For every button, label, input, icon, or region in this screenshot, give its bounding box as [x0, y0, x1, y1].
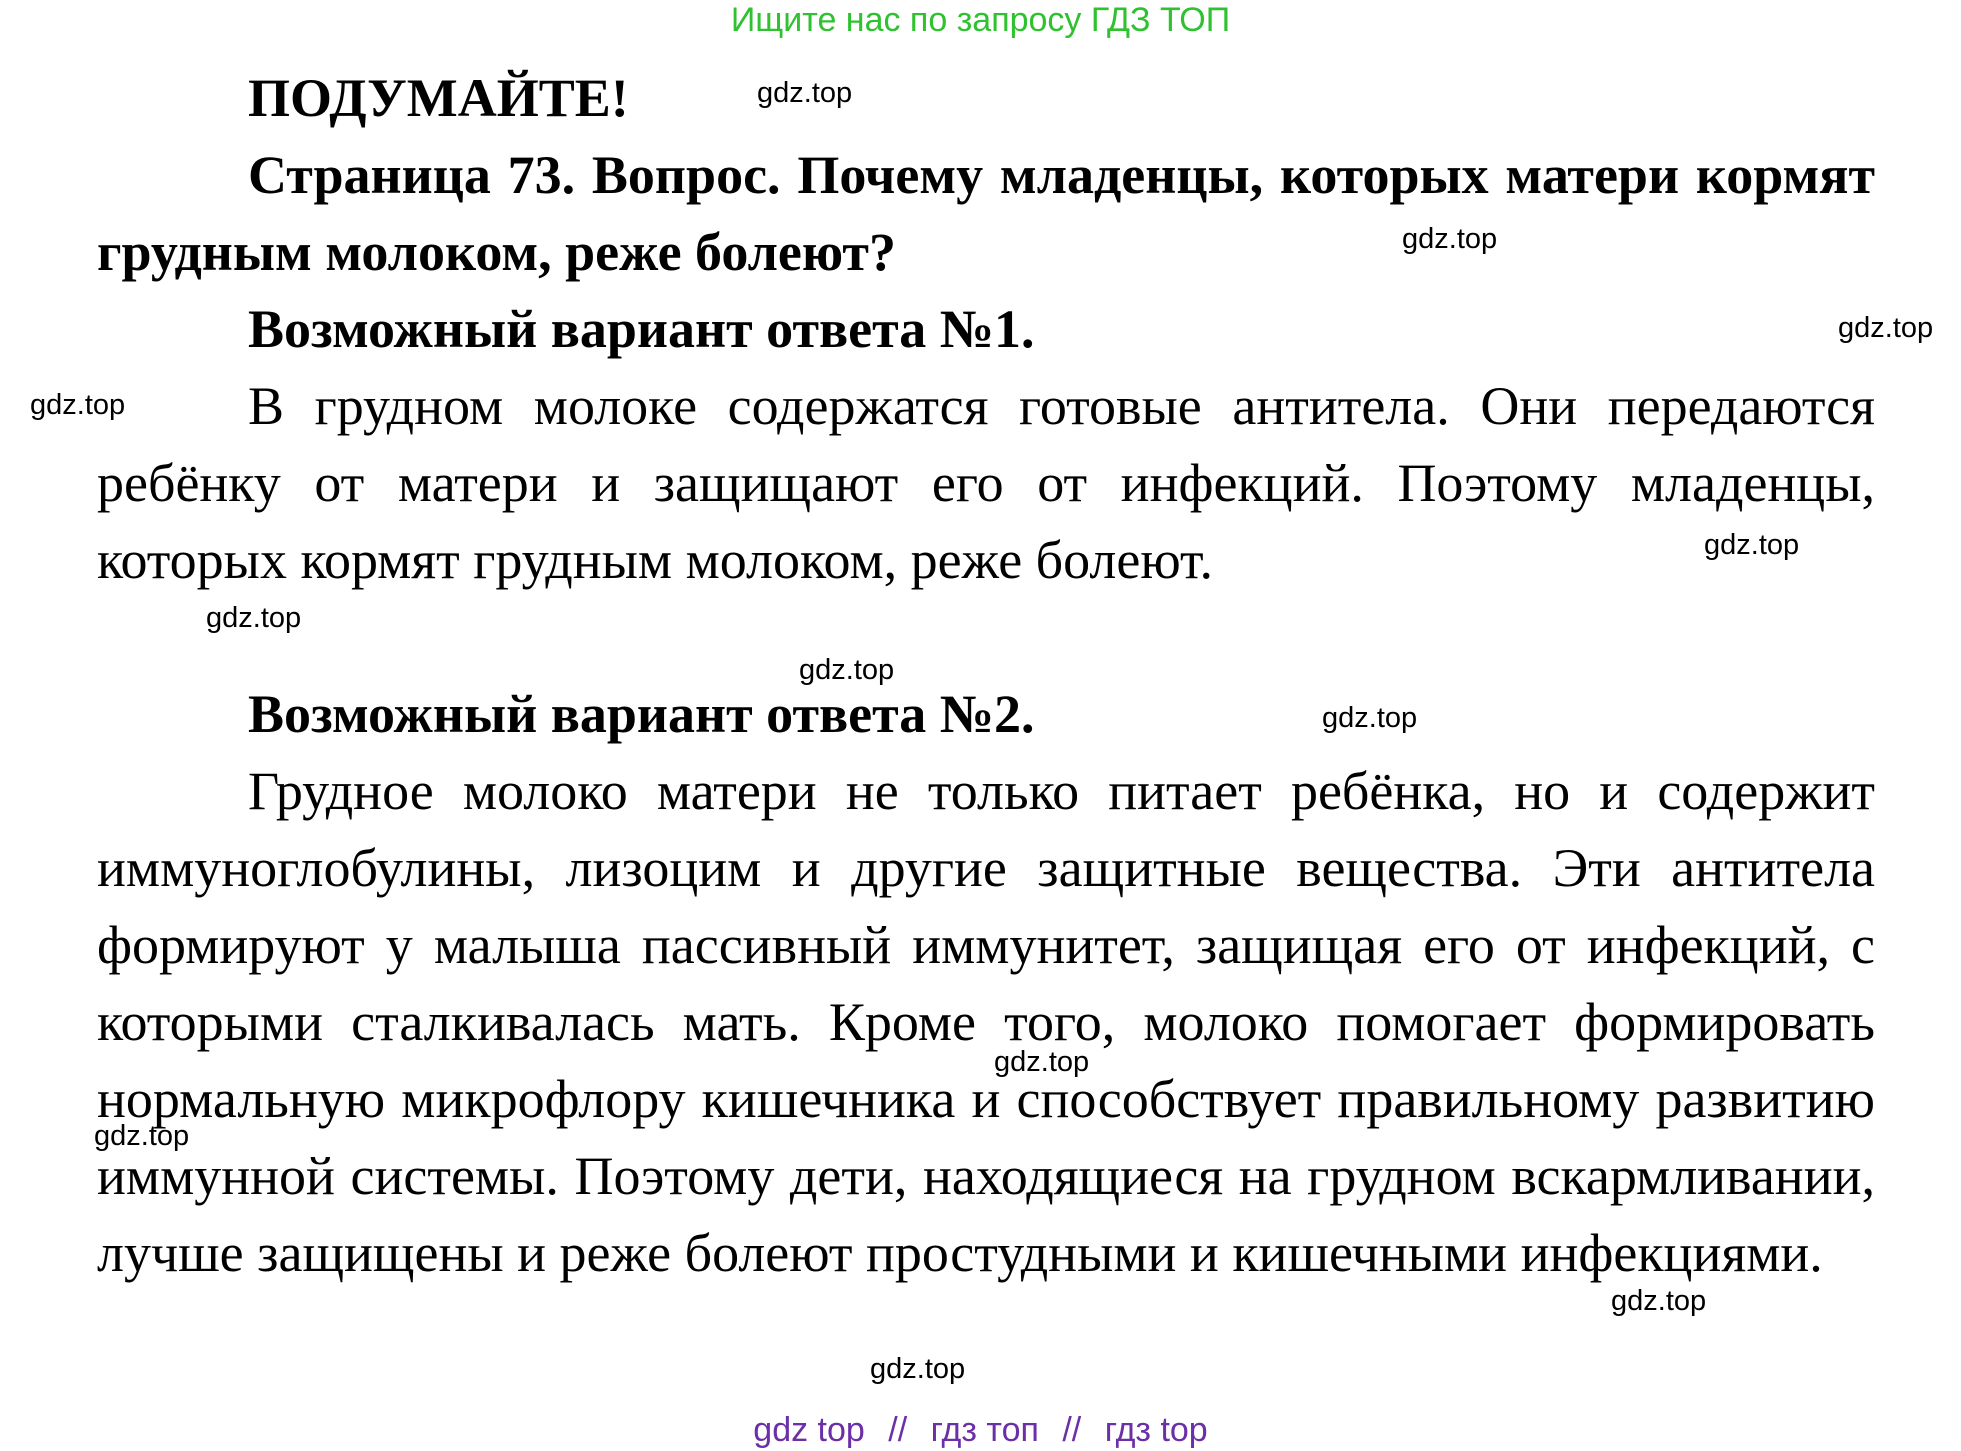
question-text: Страница 73. Вопрос. Почему младенцы, которых матери кормят грудным молоком, реже болеют? — [97, 145, 1875, 282]
watermark: gdz.top — [1611, 1285, 1707, 1317]
footer-links — [0, 1410, 1961, 1450]
footer-link[interactable]: гдз топ — [930, 1411, 1039, 1449]
watermark: gdz.top — [1402, 223, 1498, 255]
watermark: gdz.top — [206, 602, 302, 634]
footer-separator: // — [888, 1411, 908, 1449]
watermark: gdz.top — [757, 77, 853, 109]
section-gap — [97, 599, 1875, 676]
footer-link[interactable]: gdz top — [753, 1411, 865, 1449]
watermark: gdz.top — [94, 1120, 190, 1152]
answer-1-text: В грудном молоке содержатся готовые антитела. Они передаются ребёнку от матери и защищают его от инфекций. Поэтому младенцы, которых кормят грудным молоком, реже болеют. — [97, 376, 1875, 590]
watermark: gdz.top — [1322, 702, 1418, 734]
answer-2-text: Грудное молоко матери не только питает ребёнка, но и содержит иммуноглобулины, лизоцим и другие защитные вещества. Эти антитела формируют у малыша пассивный иммунитет, защищая его от инфекций, с которыми сталкивалась мать. Кроме того, молоко помогает формировать нормальную микрофлору кишечника и способствует правильному развитию иммунной системы. Поэтому дети, находящиеся на грудном вскармливании, лучше защищены и реже болеют простудными и кишечными инфекциями. — [97, 761, 1875, 1283]
search-banner: Ищите нас по запросу ГДЗ ТОП — [730, 1, 1231, 39]
watermark: gdz.top — [870, 1353, 966, 1385]
watermark: gdz.top — [1838, 312, 1934, 344]
answer-2-title: Возможный вариант ответа №2. — [248, 684, 1035, 744]
footer-link[interactable]: гдз top — [1104, 1411, 1208, 1449]
watermark: gdz.top — [799, 654, 895, 686]
watermark: gdz.top — [1704, 529, 1800, 561]
watermark: gdz.top — [30, 389, 126, 421]
answer-1-title: Возможный вариант ответа №1. — [248, 299, 1035, 359]
footer-separator: // — [1062, 1411, 1082, 1449]
watermark: gdz.top — [994, 1046, 1090, 1078]
page-heading: ПОДУМАЙТЕ! — [248, 68, 629, 128]
document-content — [97, 60, 1875, 1292]
